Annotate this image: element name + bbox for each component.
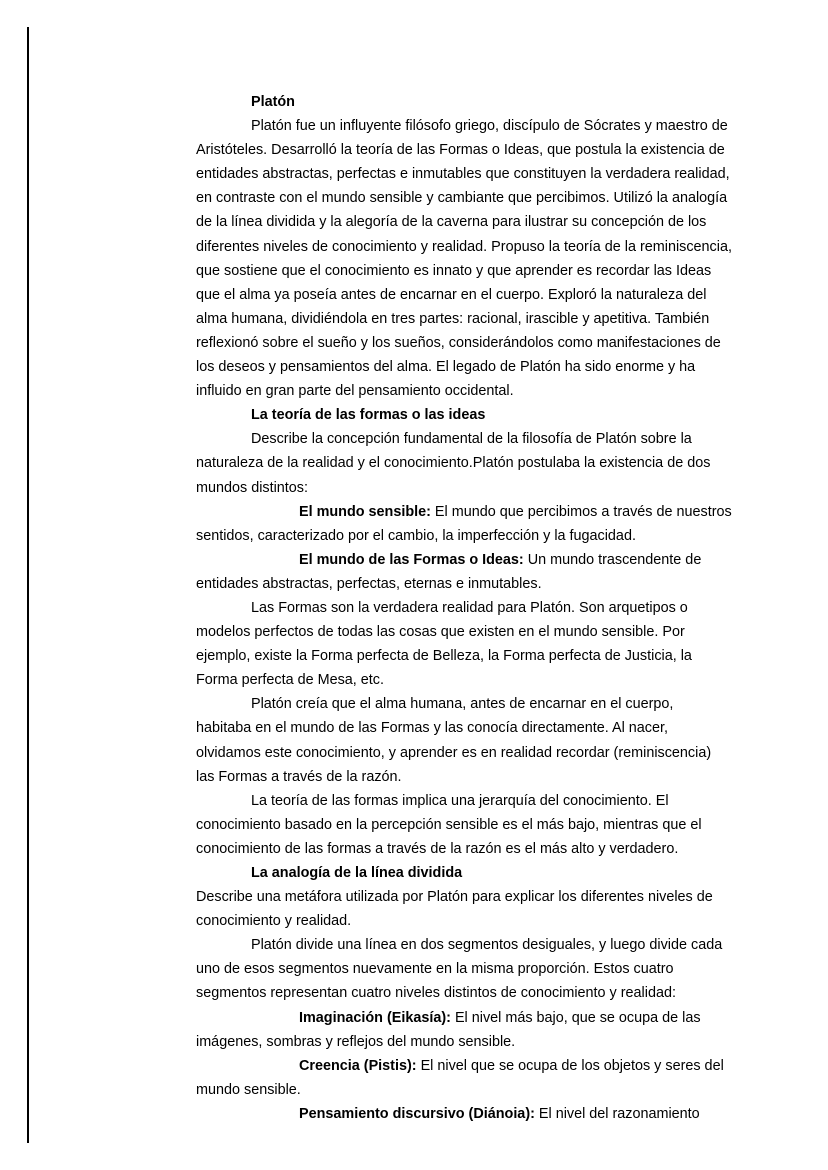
term-description: El nivel del razonamiento bbox=[534, 1105, 700, 1122]
term-label: Pensamiento discursivo (Diánoia): bbox=[299, 1105, 535, 1122]
section-heading: La teoría de las formas o las ideas bbox=[251, 407, 486, 424]
term-label: Imaginación (Eikasía): bbox=[299, 1009, 451, 1026]
body-paragraph bbox=[196, 1102, 732, 1126]
term-description: El nivel que se ocupa de los objetos y seres del mundo sensible. bbox=[196, 1057, 724, 1098]
document-blocks bbox=[196, 114, 732, 1126]
body-paragraph bbox=[196, 548, 732, 596]
document-body bbox=[196, 90, 732, 1126]
section-heading: La analogía de la línea dividida bbox=[251, 865, 463, 881]
term-label: Creencia (Pistis): bbox=[299, 1057, 417, 1074]
page-title: Platón bbox=[251, 94, 295, 110]
body-paragraph: Platón creía que el alma humana, antes de encarnar en el cuerpo, habitaba en el mundo de las Formas y las conocía directamente. Al nacer, olvidamos este conocimiento, y aprender es en realidad recordar (reminiscencia) las Formas a través de la razón. bbox=[196, 696, 712, 785]
term-label: El mundo de las Formas o Ideas: bbox=[299, 551, 524, 568]
body-paragraph: Describe una metáfora utilizada por Platón para explicar los diferentes niveles de conocimiento y realidad. bbox=[196, 889, 713, 930]
body-paragraph bbox=[196, 1054, 732, 1102]
term-description: El nivel más bajo, que se ocupa de las imágenes, sombras y reflejos del mundo sensible. bbox=[196, 1009, 701, 1050]
body-paragraph bbox=[196, 500, 732, 548]
body-paragraph: Describe la concepción fundamental de la filosofía de Platón sobre la naturaleza de la realidad y el conocimiento.Platón postulaba la existencia de dos mundos distintos: bbox=[196, 431, 711, 496]
page-left-rule bbox=[27, 27, 29, 1143]
term-label: El mundo sensible: bbox=[299, 503, 431, 520]
body-paragraph: Platón divide una línea en dos segmentos desiguales, y luego divide cada uno de esos segmentos nuevamente en la misma proporción. Estos cuatro segmentos representan cuatro niveles distintos de conocimiento y realidad: bbox=[196, 937, 723, 1002]
body-paragraph: Platón fue un influyente filósofo griego, discípulo de Sócrates y maestro de Aristóteles. Desarrolló la teoría de las Formas o Ideas, que postula la existencia de entidades abstractas, perfectas e inmutables que constituyen la verdadera realidad, en contraste con el mundo sensible y cambiante que percibimos. Utilizó la analogía de la línea dividida y la alegoría de la caverna para ilustrar su concepción de los diferentes niveles de conocimiento y realidad. Propuso la teoría de la reminiscencia, que sostiene que el conocimiento es innato y que aprender es recordar las Ideas que el alma ya poseía antes de encarnar en el cuerpo. Exploró la naturaleza del alma humana, dividiéndola en tres partes: racional, irascible y apetitiva. También reflexionó sobre el sueño y los sueños, considerándolos como manifestaciones de los deseos y pensamientos del alma. El legado de Platón ha sido enorme y ha influido en gran parte del pensamiento occidental. bbox=[196, 118, 732, 400]
term-description: Un mundo trascendente de entidades abstractas, perfectas, eternas e inmutables. bbox=[196, 551, 702, 592]
term-description: El mundo que percibimos a través de nuestros sentidos, caracterizado por el cambio, la imperfección y la fugacidad. bbox=[196, 503, 732, 544]
body-paragraph bbox=[196, 1006, 732, 1054]
body-paragraph: La teoría de las formas implica una jerarquía del conocimiento. El conocimiento basado en la percepción sensible es el más bajo, mientras que el conocimiento de las formas a través de la razón es el más alto y verdadero. bbox=[196, 792, 702, 857]
body-paragraph: Las Formas son la verdadera realidad para Platón. Son arquetipos o modelos perfectos de todas las cosas que existen en el mundo sensible. Por ejemplo, existe la Forma perfecta de Belleza, la Forma perfecta de Justicia, la Forma perfecta de Mesa, etc. bbox=[196, 599, 692, 689]
